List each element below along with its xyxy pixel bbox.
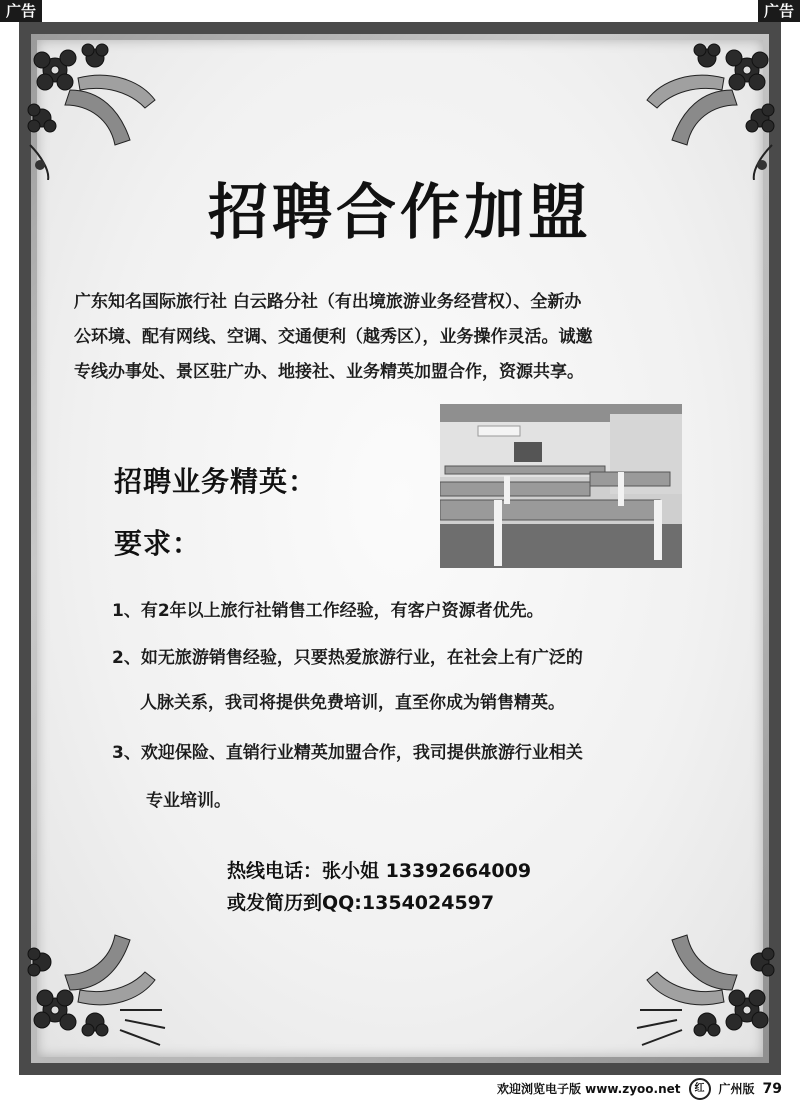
contact-qq: 或发简历到QQ:1354024597	[227, 892, 495, 914]
floral-corner-bottom-right-icon	[632, 900, 782, 1050]
heading-requirements: 要求：	[114, 527, 202, 560]
heading-recruit: 招聘业务精英：	[114, 465, 318, 498]
requirement-2-line-1: 2、如无旅游销售经验，只要热爱旅游行业，在社会上有广泛的	[112, 648, 583, 668]
footer-edition: 广州版	[718, 1082, 755, 1096]
page-footer	[497, 1078, 782, 1100]
ad-tag-left: 广告	[0, 0, 42, 22]
requirement-1: 1、有2年以上旅行社销售工作经验，有客户资源者优先。	[112, 601, 544, 621]
requirement-3-line-2: 专业培训。	[146, 791, 231, 811]
intro-line: 广东知名国际旅行社 白云路分社（有出境旅游业务经营权）、全新办	[74, 292, 582, 312]
intro-paragraph	[74, 285, 734, 390]
publication-logo-icon: 红	[689, 1078, 711, 1100]
office-photo	[440, 404, 682, 568]
requirement-3-line-1: 3、欢迎保险、直销行业精英加盟合作，我司提供旅游行业相关	[112, 743, 583, 763]
intro-line: 专线办事处、景区驻广办、地接社、业务精英加盟合作，资源共享。	[74, 362, 584, 382]
poster-title: 招聘合作加盟	[208, 178, 592, 248]
floral-corner-bottom-left-icon	[20, 900, 170, 1050]
intro-line: 公环境、配有网线、空调、交通便利（越秀区），业务操作灵活。诚邀	[74, 327, 593, 347]
footer-text: 欢迎浏览电子版 www.zyoo.net	[497, 1082, 681, 1096]
contact-hotline: 热线电话：张小姐 13392664009	[227, 860, 532, 882]
floral-corner-top-left-icon	[20, 30, 170, 180]
requirement-2-line-2: 人脉关系，我司将提供免费培训，直至你成为销售精英。	[140, 693, 565, 713]
floral-corner-top-right-icon	[632, 30, 782, 180]
ad-tag-right: 广告	[758, 0, 800, 22]
page-number: 79	[762, 1081, 782, 1097]
